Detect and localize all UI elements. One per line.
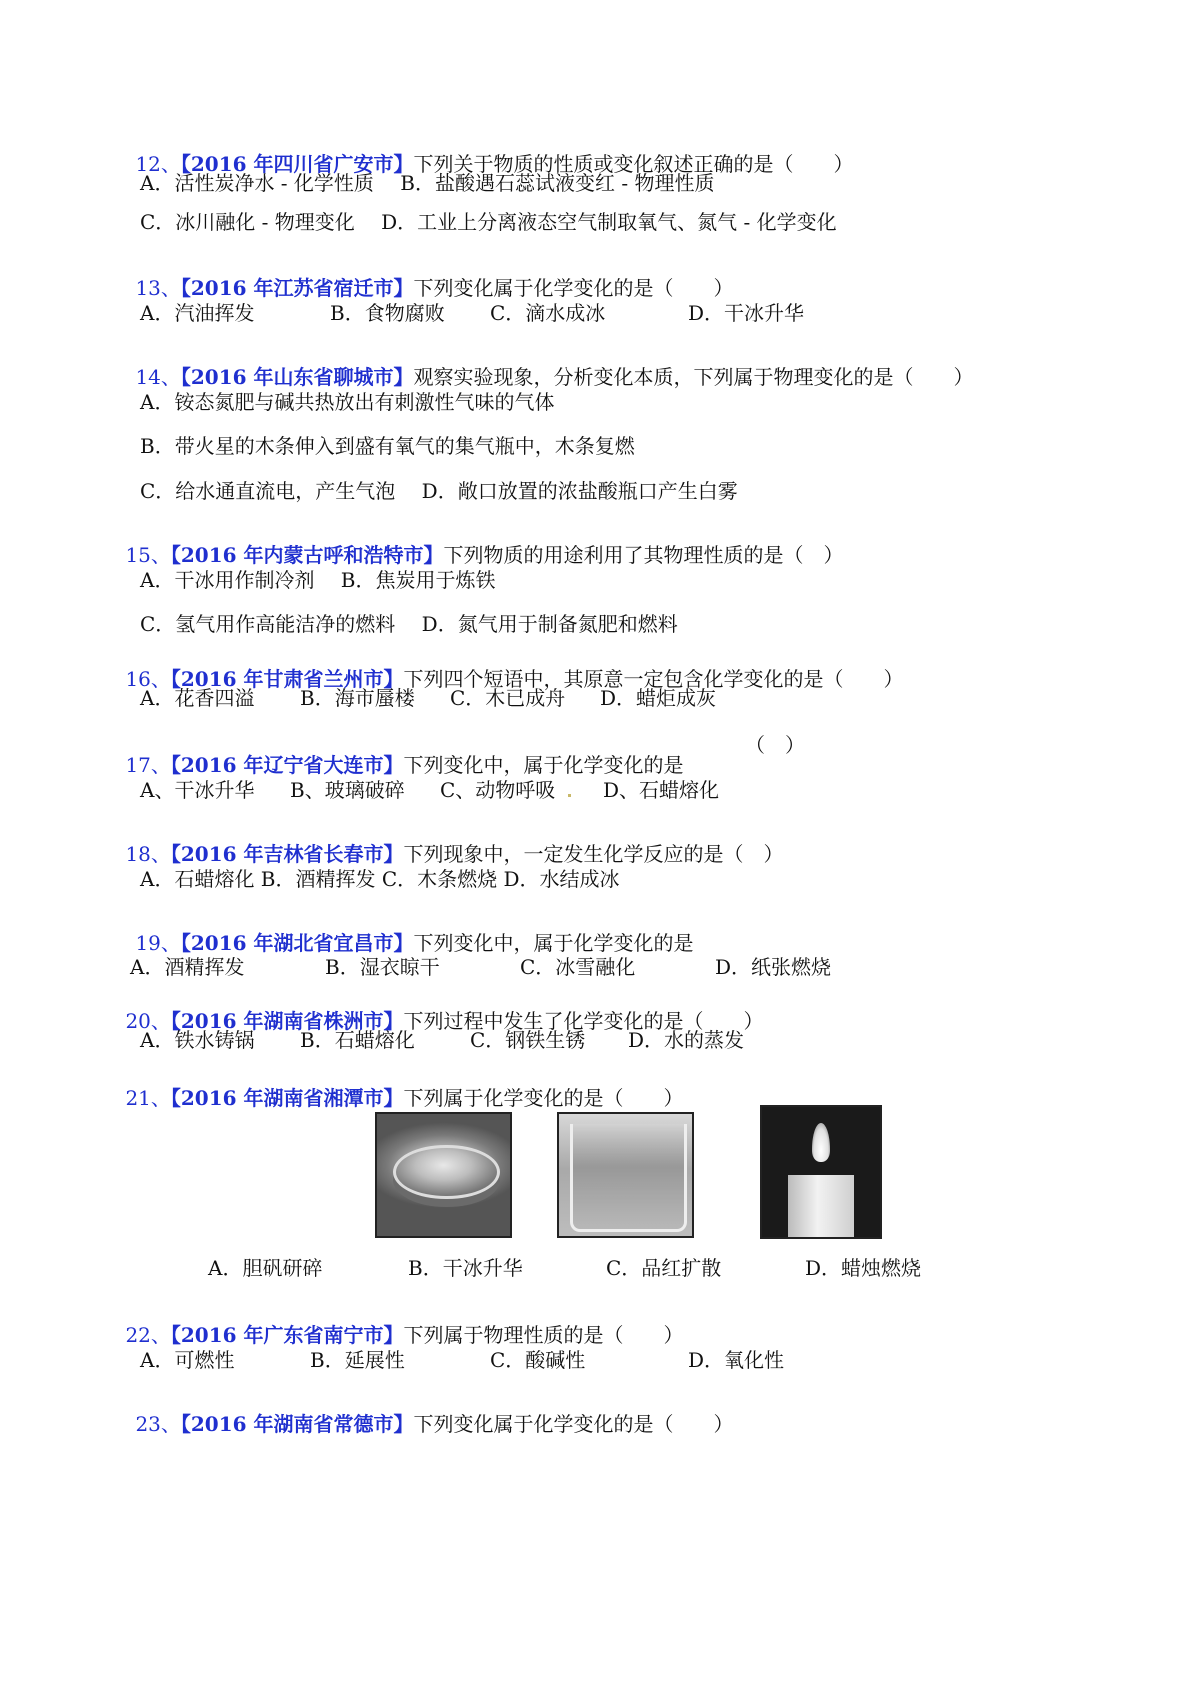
option-a: A．花香四溢 [140, 686, 255, 710]
question-number: 19、 [135, 931, 181, 955]
flame-shape [812, 1123, 831, 1162]
question-source: 【2016 年江苏省宿迁市】 [180, 276, 414, 300]
option-b: B．食物腐败 [330, 301, 445, 325]
question-stem: 下列物质的用途利用了其物理性质的是（ ） [443, 543, 844, 567]
image-caption-d: D．蜡烛燃烧 [805, 1256, 922, 1280]
question-number: 17、 [125, 753, 171, 777]
question-source: 【2016 年四川省广安市】 [180, 152, 414, 176]
option-a: A．可燃性 [140, 1348, 235, 1372]
option-d: D．氧化性 [688, 1348, 785, 1372]
question-source: 【2016 年广东省南宁市】 [170, 1323, 404, 1347]
question-source: 【2016 年吉林省长春市】 [170, 842, 404, 866]
question-source: 【2016 年湖南省常德市】 [180, 1412, 414, 1436]
image-caption-c: C．品红扩散 [606, 1256, 722, 1280]
option-line: A．干冰用作制冷剂 B．焦炭用于炼铁 [140, 568, 496, 592]
question-source: 【2016 年内蒙古呼和浩特市】 [170, 543, 444, 567]
question-23 [110, 1394, 734, 1454]
option-a: A、干冰升华 [140, 778, 255, 802]
option-line: A．石蜡熔化 B．酒精挥发 C．木条燃烧 D．水结成冰 [140, 867, 620, 891]
option-c: C．滴水成冰 [490, 301, 606, 325]
option-c: C．酸碱性 [490, 1348, 586, 1372]
question-stem: 下列属于化学变化的是（ ） [403, 1086, 684, 1110]
beaker-photo [557, 1112, 694, 1238]
question-number: 23、 [135, 1412, 181, 1436]
crushed-crystal-photo [375, 1112, 512, 1238]
option-a: A．酒精挥发 [130, 955, 245, 979]
question-stem: 下列关于物质的性质或变化叙述正确的是（ ） [413, 152, 854, 176]
option-b: B、玻璃破碎 [290, 778, 405, 802]
scan-speck [568, 794, 571, 797]
question-number: 15、 [125, 543, 171, 567]
question-stem: 下列属于物理性质的是（ ） [403, 1323, 684, 1347]
question-number: 20、 [125, 1009, 171, 1033]
question-source: 【2016 年湖北省宜昌市】 [180, 931, 414, 955]
answer-bracket: （ ） [745, 733, 805, 757]
question-source: 【2016 年辽宁省大连市】 [170, 753, 404, 777]
option-line: C．给水通直流电，产生气泡 D．敞口放置的浓盐酸瓶口产生白雾 [140, 479, 738, 503]
option-b: B．石蜡熔化 [300, 1028, 415, 1052]
question-source: 【2016 年山东省聊城市】 [180, 365, 414, 389]
option-c: C．钢铁生锈 [470, 1028, 586, 1052]
image-caption-a: A．胆矾研碎 [208, 1256, 323, 1280]
option-b: B．湿衣晾干 [325, 955, 440, 979]
question-stem: 下列变化属于化学变化的是（ ） [413, 276, 734, 300]
question-source: 【2016 年湖南省湘潭市】 [170, 1086, 404, 1110]
candle-wax-shape [788, 1175, 854, 1237]
image-caption-b: B．干冰升华 [408, 1256, 523, 1280]
option-b: B．延展性 [310, 1348, 405, 1372]
option-d: D．纸张燃烧 [715, 955, 832, 979]
question-number: 13、 [135, 276, 181, 300]
question-stem: 下列过程中发生了化学变化的是（ ） [403, 1009, 764, 1033]
candle-photo [760, 1105, 882, 1239]
question-stem: 下列变化中，属于化学变化的是 [403, 753, 684, 777]
question-number: 12、 [135, 152, 181, 176]
dish-shape [393, 1145, 500, 1200]
question-number: 16、 [125, 667, 171, 691]
option-line: A．铵态氮肥与碱共热放出有刺激性气味的气体 [140, 390, 555, 414]
option-b: B．海市蜃楼 [300, 686, 415, 710]
option-c: C．冰雪融化 [520, 955, 636, 979]
option-d: D．水的蒸发 [628, 1028, 745, 1052]
option-d: D、石蜡熔化 [603, 778, 720, 802]
option-line: C．冰川融化 - 物理变化 D．工业上分离液态空气制取氧气、氮气 - 化学变化 [140, 210, 837, 234]
question-number: 22、 [125, 1323, 171, 1347]
option-a: A．汽油挥发 [140, 301, 255, 325]
question-source: 【2016 年湖南省株洲市】 [170, 1009, 404, 1033]
question-source: 【2016 年甘肃省兰州市】 [170, 667, 404, 691]
beaker-shape [570, 1124, 688, 1232]
question-number: 14、 [135, 365, 181, 389]
question-stem: 下列现象中，一定发生化学反应的是（ ） [403, 842, 784, 866]
option-line: B．带火星的木条伸入到盛有氧气的集气瓶中，木条复燃 [140, 434, 635, 458]
question-stem: 下列变化属于化学变化的是（ ） [413, 1412, 734, 1436]
option-d: D．蜡炬成灰 [600, 686, 717, 710]
question-stem: 下列变化中，属于化学变化的是 [413, 931, 694, 955]
question-stem: 下列四个短语中，其原意一定包含化学变化的是（ ） [403, 667, 904, 691]
option-c: C、动物呼吸 [440, 778, 556, 802]
option-line: C．氢气用作高能洁净的燃料 D．氮气用于制备氮肥和燃料 [140, 612, 678, 636]
option-a: A．铁水铸锅 [140, 1028, 255, 1052]
question-number: 21、 [125, 1086, 171, 1110]
option-c: C．木已成舟 [450, 686, 566, 710]
option-d: D．干冰升华 [688, 301, 805, 325]
question-stem: 观察实验现象，分析变化本质，下列属于物理变化的是（ ） [413, 365, 974, 389]
option-line: A．活性炭净水 - 化学性质 B．盐酸遇石蕊试液变红 - 物理性质 [140, 171, 715, 195]
question-number: 18、 [125, 842, 171, 866]
